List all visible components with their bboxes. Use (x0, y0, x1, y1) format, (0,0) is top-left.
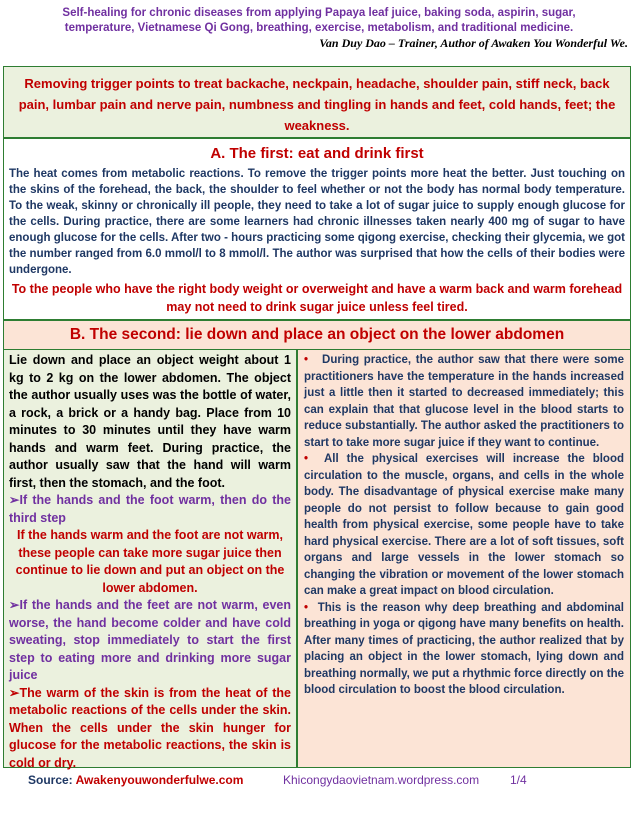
footer-source (28, 772, 243, 788)
header-line-1: Self-healing for chronic diseases from applying Papaya leaf juice, baking soda, aspirin, sugar, (62, 7, 576, 19)
arrow-icon: ➢ (9, 598, 20, 612)
section-b-right-column (297, 350, 631, 768)
right-paragraph-1 (304, 352, 624, 451)
footer-page-number: 1/4 (510, 773, 527, 787)
section-b-title: B. The second: lie down and place an object on the lower abdomen (69, 326, 565, 343)
document-header (0, 6, 638, 51)
bullet-icon: • (304, 453, 309, 465)
footer-source-label: Source: (28, 773, 73, 787)
left-paragraph-5 (9, 685, 291, 773)
intro-text: Removing trigger points to treat backache, neckpain, headache, shoulder pain, stiff neck, back pain, lumbar pain and nerve pain, numbness and tingling in hands and feet, cold hands, feet; the weakness. (18, 76, 616, 133)
arrow-icon: ➢ (9, 685, 20, 700)
section-a-body: The heat comes from metabolic reactions. To remove the trigger points more heat the better. Just touching on the skins of the forehead, the back, the shoulder to feel whether or not the body has normal body temperature. To the weak, skinny or chronically ill people, they need to take a lot of sugar juice to supply enough glucose for the cells. During practice, there are some learners had chronic illnesses taken nearly 400 mg of sugar to have enough glucose for the cells. After two - hours practicing some qigong exercise, checking their glycemia, we got the number ranged from 6.0 mmol/l to 8 mmol/l. The author was surprised that how the cells of their bodies were undergone. (9, 168, 625, 276)
right-paragraph-3 (304, 600, 624, 699)
left-paragraph-4-text: If the hands and the feet are not warm, even worse, the hand become colder and have cold sweating, stop immediately to start the first step to eating more and drinking more sugar juice (9, 598, 291, 682)
right-paragraph-3-text: This is the reason why deep breathing and abdominal breathing in yoga or qigong have many benefits on health. After many times of practicing, the author realized that by placing an object in the lower stomach, lying down and breathing normally, we put a rhythmic force directly on the blood circulation to boost the blood circulation. (304, 601, 625, 696)
section-b-header (3, 320, 631, 350)
left-paragraph-4 (9, 597, 291, 685)
header-author: Van Duy Dao – Trainer, Author of Awaken You Wonderful We. (319, 36, 628, 50)
header-line-2: temperature, Vietnamese Qi Gong, breathing, exercise, metabolism, and traditional medicine. (64, 22, 574, 34)
left-paragraph-1: Lie down and place an object weight about 1 kg to 2 kg on the lower abdomen. The object the author usually uses was the bottle of water, a rock, a brick or a handy bag. Place from 10 minutes to 30 minutes until they have warm hands and warm feet. During practice, the author usually saw that the hand will warm first, then the stomach, and the foot. (9, 353, 291, 490)
right-paragraph-2-text: All the physical exercises will increase the blood circulation to the muscle, organs, and cells in the whole body. The disadvantage of physical exercise make many people do not persist to follow because to gain good health from physical exercise, some people have to take hard physical exercise. There are a lot of soft tissues, soft organs and large vessels in the lower stomach so changing the vibration or movement of the lower stomach can make a great impact on blood circulation. (304, 453, 625, 597)
bullet-icon: • (304, 354, 309, 366)
left-paragraph-2 (9, 492, 291, 527)
section-a-title: A. The first: eat and drink first (210, 145, 424, 162)
bullet-icon: • (304, 601, 309, 614)
left-paragraph-2-text: If the hands and the foot warm, then do the third step (9, 493, 291, 525)
right-paragraph-2 (304, 451, 624, 600)
arrow-icon: ➢ (9, 493, 20, 507)
left-paragraph-3: If the hands warm and the foot are not warm, these people can take more sugar juice then continue to lie down and put an object on the lower abdomen. (15, 528, 285, 595)
intro-box (3, 66, 631, 138)
footer-site-link[interactable]: Khicongydaovietnam.wordpress.com (283, 773, 480, 787)
footer-source-link[interactable]: Awakenyouwonderfulwe.com (75, 773, 244, 787)
section-a-highlight: To the people who have the right body weight or overweight and have a warm back and warm forehead may not need to drink sugar juice unless feel tired. (11, 282, 623, 314)
section-a (3, 138, 631, 320)
left-paragraph-5-text: The warm of the skin is from the heat of the metabolic reactions of the cells under the skin. When the cells under the skin hunger for glucose for the metabolic reactions, the skin is cold or dry. (9, 685, 291, 770)
section-b-left-column (3, 350, 297, 768)
right-paragraph-1-text: During practice, the author saw that there were some practitioners have the temperature in the hands increased just a little then it started to decreased immediately; this can explain that that glucose level in the blood starts to reduce substantially. The author asked the practitioners to start to take more sugar juice if they want to continue. (304, 354, 624, 449)
